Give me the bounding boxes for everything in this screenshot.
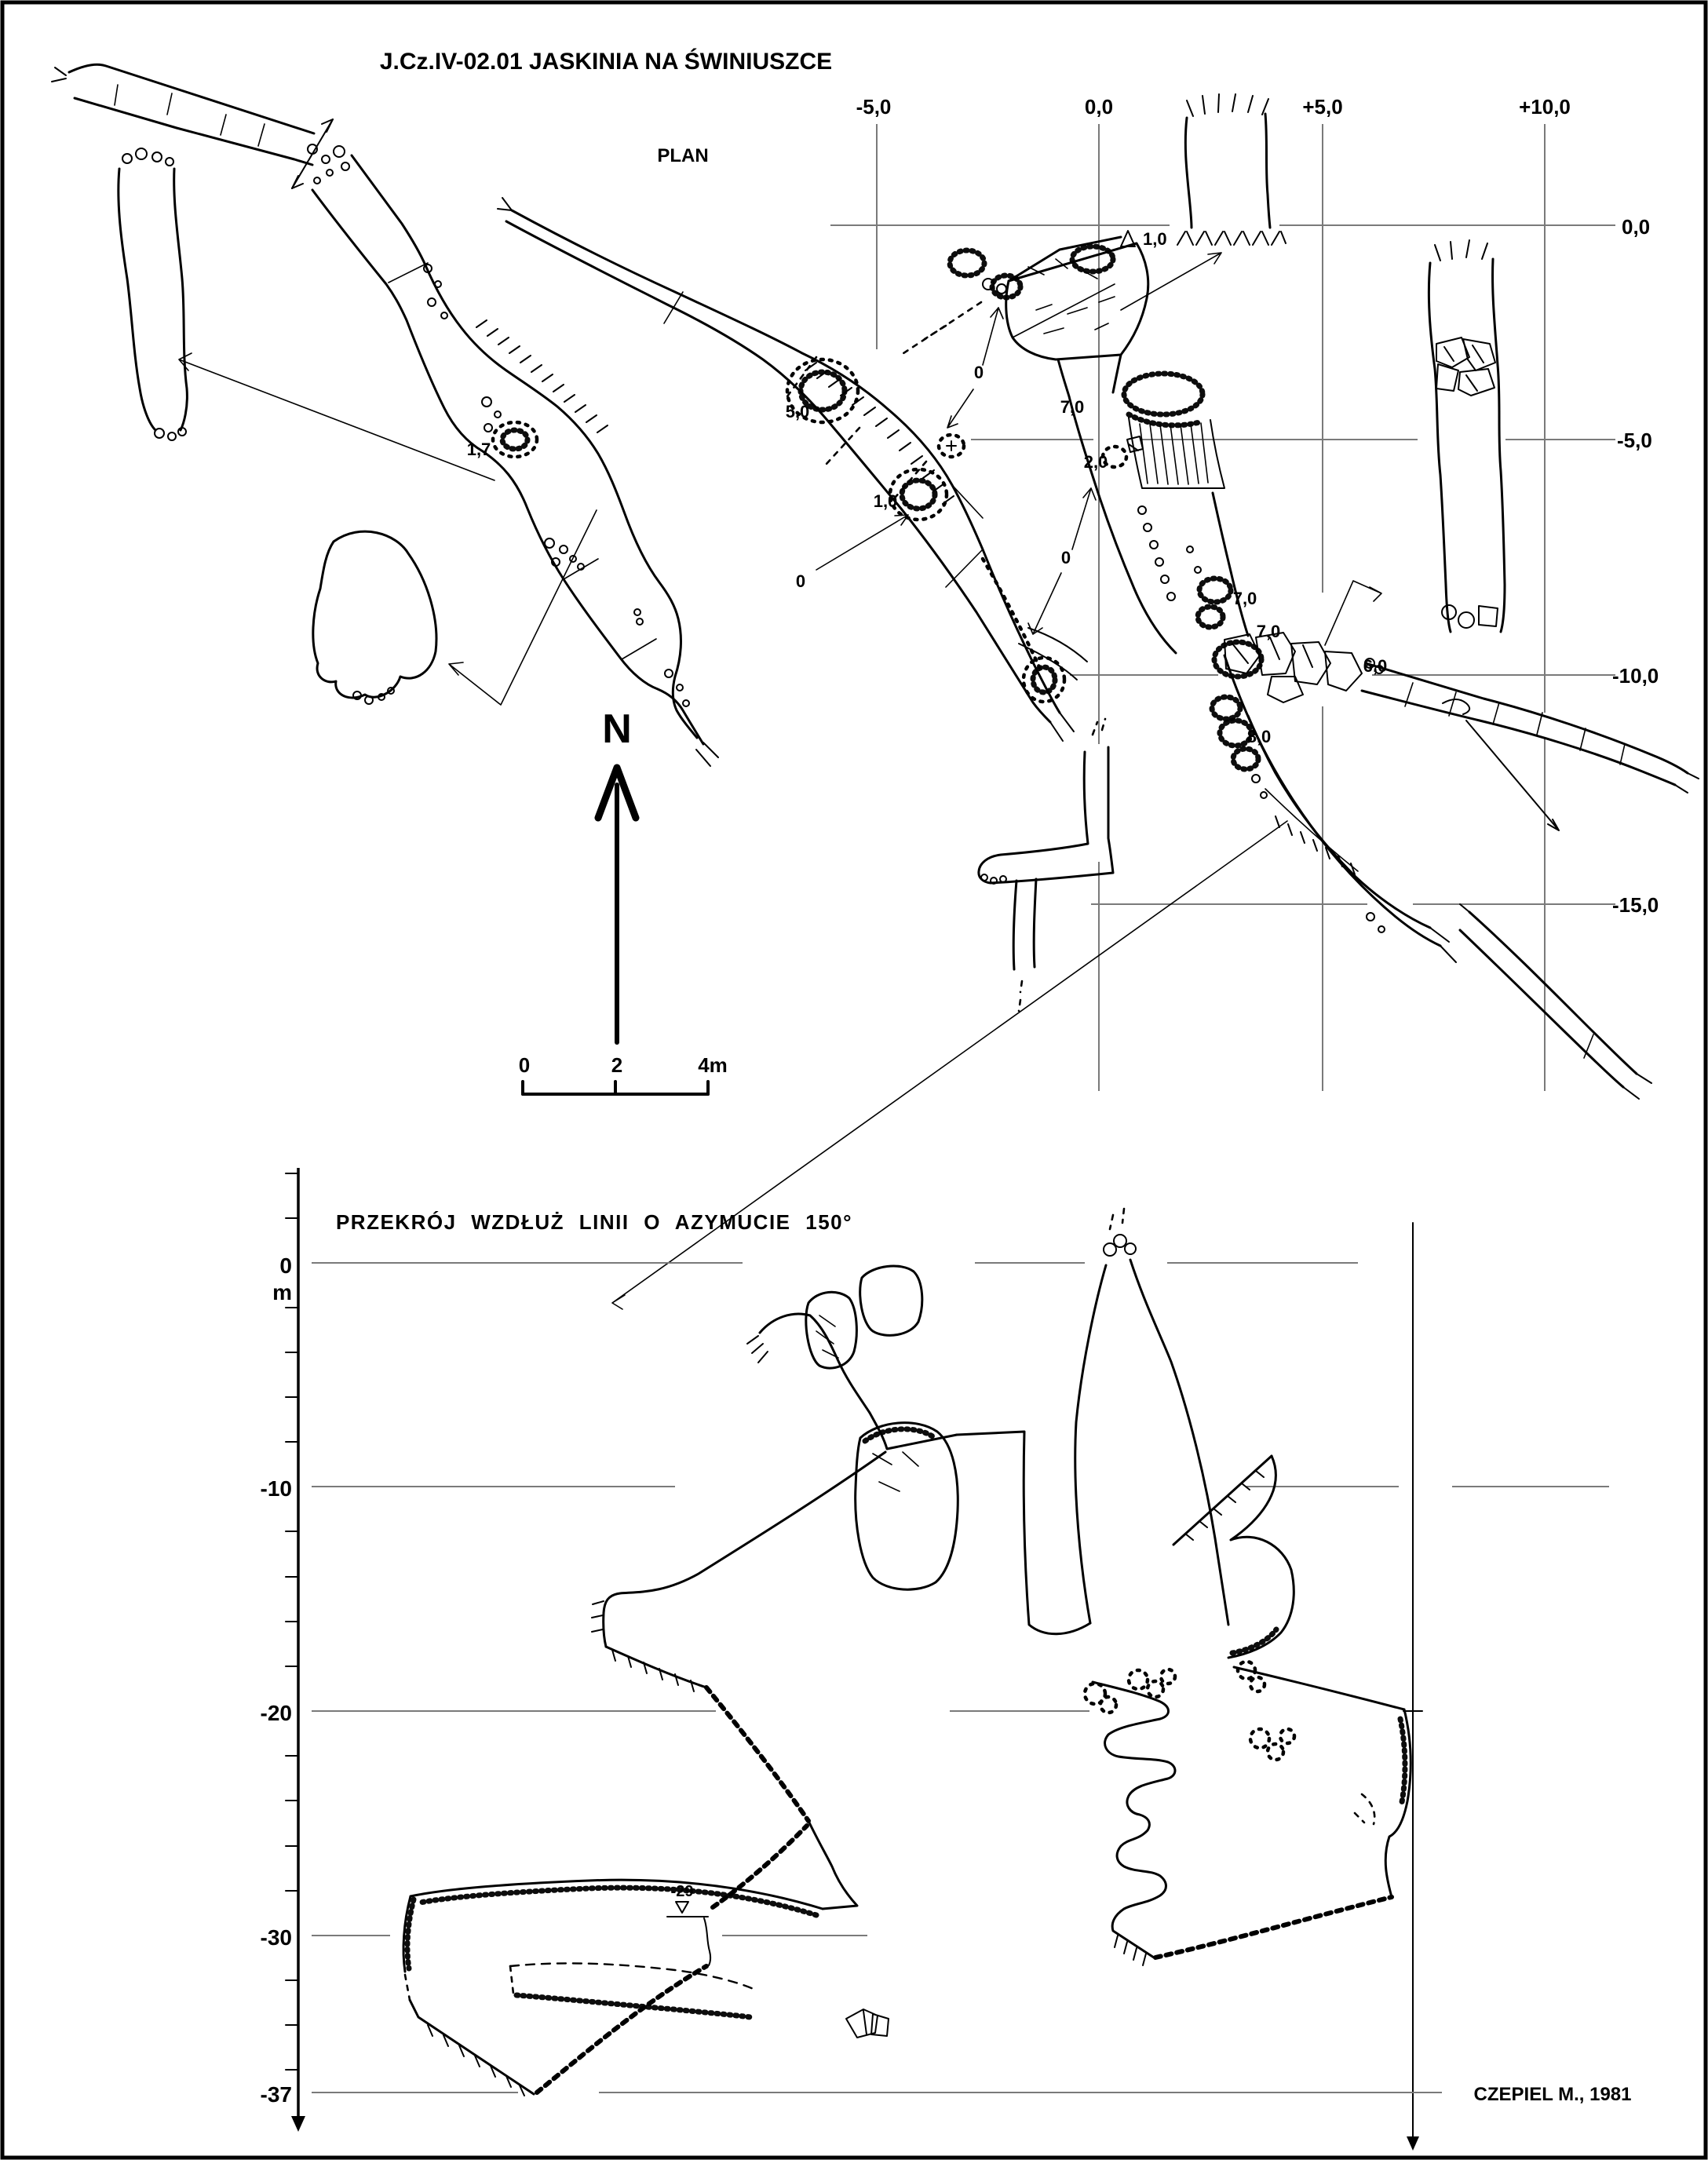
funnel-left-wall [1075, 1265, 1106, 1623]
section-title: PRZEKRÓJ WZDŁUŻ LINII O AZYMUCIE 150° [335, 1210, 853, 1234]
depth-unit: m [272, 1280, 292, 1304]
ground-hachures [1177, 232, 1286, 245]
floor-hachures [428, 2025, 524, 2096]
plan-label: PLAN [657, 145, 709, 166]
credit: CZEPIEL M., 1981 [1473, 2084, 1632, 2105]
ceiling-dome [890, 469, 947, 520]
floor-blocks [846, 2009, 889, 2038]
spot-height: 7,0 [1060, 397, 1085, 417]
spot-height: 7,0 [1256, 622, 1281, 641]
spot-height: 0 [1060, 548, 1071, 567]
right-ledge [1173, 1456, 1272, 1545]
left-ceiling [760, 1314, 957, 1449]
dome-fringe [1072, 246, 1113, 272]
rock-pillar [860, 1266, 922, 1335]
spot-height: 1,7 [466, 440, 491, 459]
grid-x-label: +10,0 [1519, 95, 1571, 119]
plan-isolated-chamber [313, 531, 436, 704]
right-pocket [1385, 1709, 1411, 1897]
axis-arrowhead [291, 2116, 305, 2132]
plan-passage-east [1362, 663, 1699, 830]
block-clusters [1085, 1662, 1294, 1760]
scale-tick-label: 0 [518, 1053, 531, 1077]
grid-y-label: -5,0 [1617, 429, 1652, 452]
pebble-chain [706, 1688, 808, 1821]
grid-y-label: 0,0 [1622, 215, 1651, 239]
plan-passage-northwest [52, 64, 349, 188]
plan-passage-far-west-detail [119, 148, 188, 440]
plan-shaft-surface-entrance [1177, 94, 1286, 245]
depth-label: -37 [260, 2082, 292, 2107]
spot-height: 0 [795, 571, 806, 591]
north-arrow [598, 706, 636, 1042]
talus-floor [1155, 1897, 1392, 1957]
rock-pillar [856, 1423, 958, 1590]
leader-lines [179, 253, 1381, 1309]
entrance-height-label: 1,0 [1143, 229, 1167, 249]
survey-point-symbol [676, 1902, 688, 1913]
section-drawing [403, 1209, 1411, 2096]
plan-pit-L-passage [979, 719, 1113, 1011]
grid-y-label: -10,0 [1612, 664, 1659, 688]
talus-floor [537, 1966, 706, 2092]
section-grid [261, 1168, 1609, 2151]
plan-passage-south [1212, 655, 1456, 962]
dome-fringe [1124, 374, 1203, 414]
chamber-shelf [510, 1963, 755, 1990]
spot-height: 5,0 [785, 402, 810, 421]
scale-bar [519, 1053, 728, 1094]
spot-height: 0 [973, 363, 984, 382]
plan-junction-breakdown [1198, 578, 1383, 702]
depth-29-label: -29 [670, 1883, 694, 1900]
plan-entrance-chamber [901, 231, 1248, 653]
plan-shaft-east-detail [1429, 240, 1505, 632]
slope-stripes [1140, 423, 1208, 484]
ledge-hachures [1185, 1471, 1264, 1540]
north-label: N [602, 706, 632, 752]
funnel-right-wall [1130, 1260, 1228, 1625]
map-title: J.Cz.IV-02.01 JASKINIA NA ŚWINIUSZCE [379, 49, 833, 75]
spot-height: 1,0 [873, 491, 898, 511]
depth-label: -20 [260, 1701, 292, 1725]
grid-x-label: 0,0 [1084, 95, 1114, 119]
plan-passage-southeast-detail [1460, 904, 1651, 1099]
grid-y-label: -15,0 [1612, 893, 1659, 917]
depth-label: 0 [279, 1253, 292, 1278]
grass-ticks [1187, 94, 1268, 116]
depth-label: -30 [260, 1925, 292, 1950]
grid-x-label: -5,0 [856, 95, 892, 119]
slope-wall [604, 1452, 885, 1647]
scale-tick-label: 2 [611, 1053, 623, 1077]
spot-height: 2,0 [1083, 452, 1108, 472]
spot-height: 8,0 [1246, 727, 1272, 746]
scale-tick-label: 4m [698, 1053, 728, 1077]
depth-label: -10 [260, 1476, 292, 1501]
pebble-chain [1138, 506, 1201, 600]
wall-hachures [476, 320, 608, 432]
grid-x-label: +5,0 [1302, 95, 1343, 119]
rock-pillar [806, 1292, 857, 1368]
axis-arrowhead [1407, 2136, 1419, 2151]
zigzag-wall [1093, 1682, 1175, 1957]
page-border [2, 2, 1706, 2158]
spot-height: 7,0 [1232, 589, 1257, 608]
spot-height: 6,0 [1363, 656, 1388, 676]
inner-shaft [957, 1432, 1090, 1634]
